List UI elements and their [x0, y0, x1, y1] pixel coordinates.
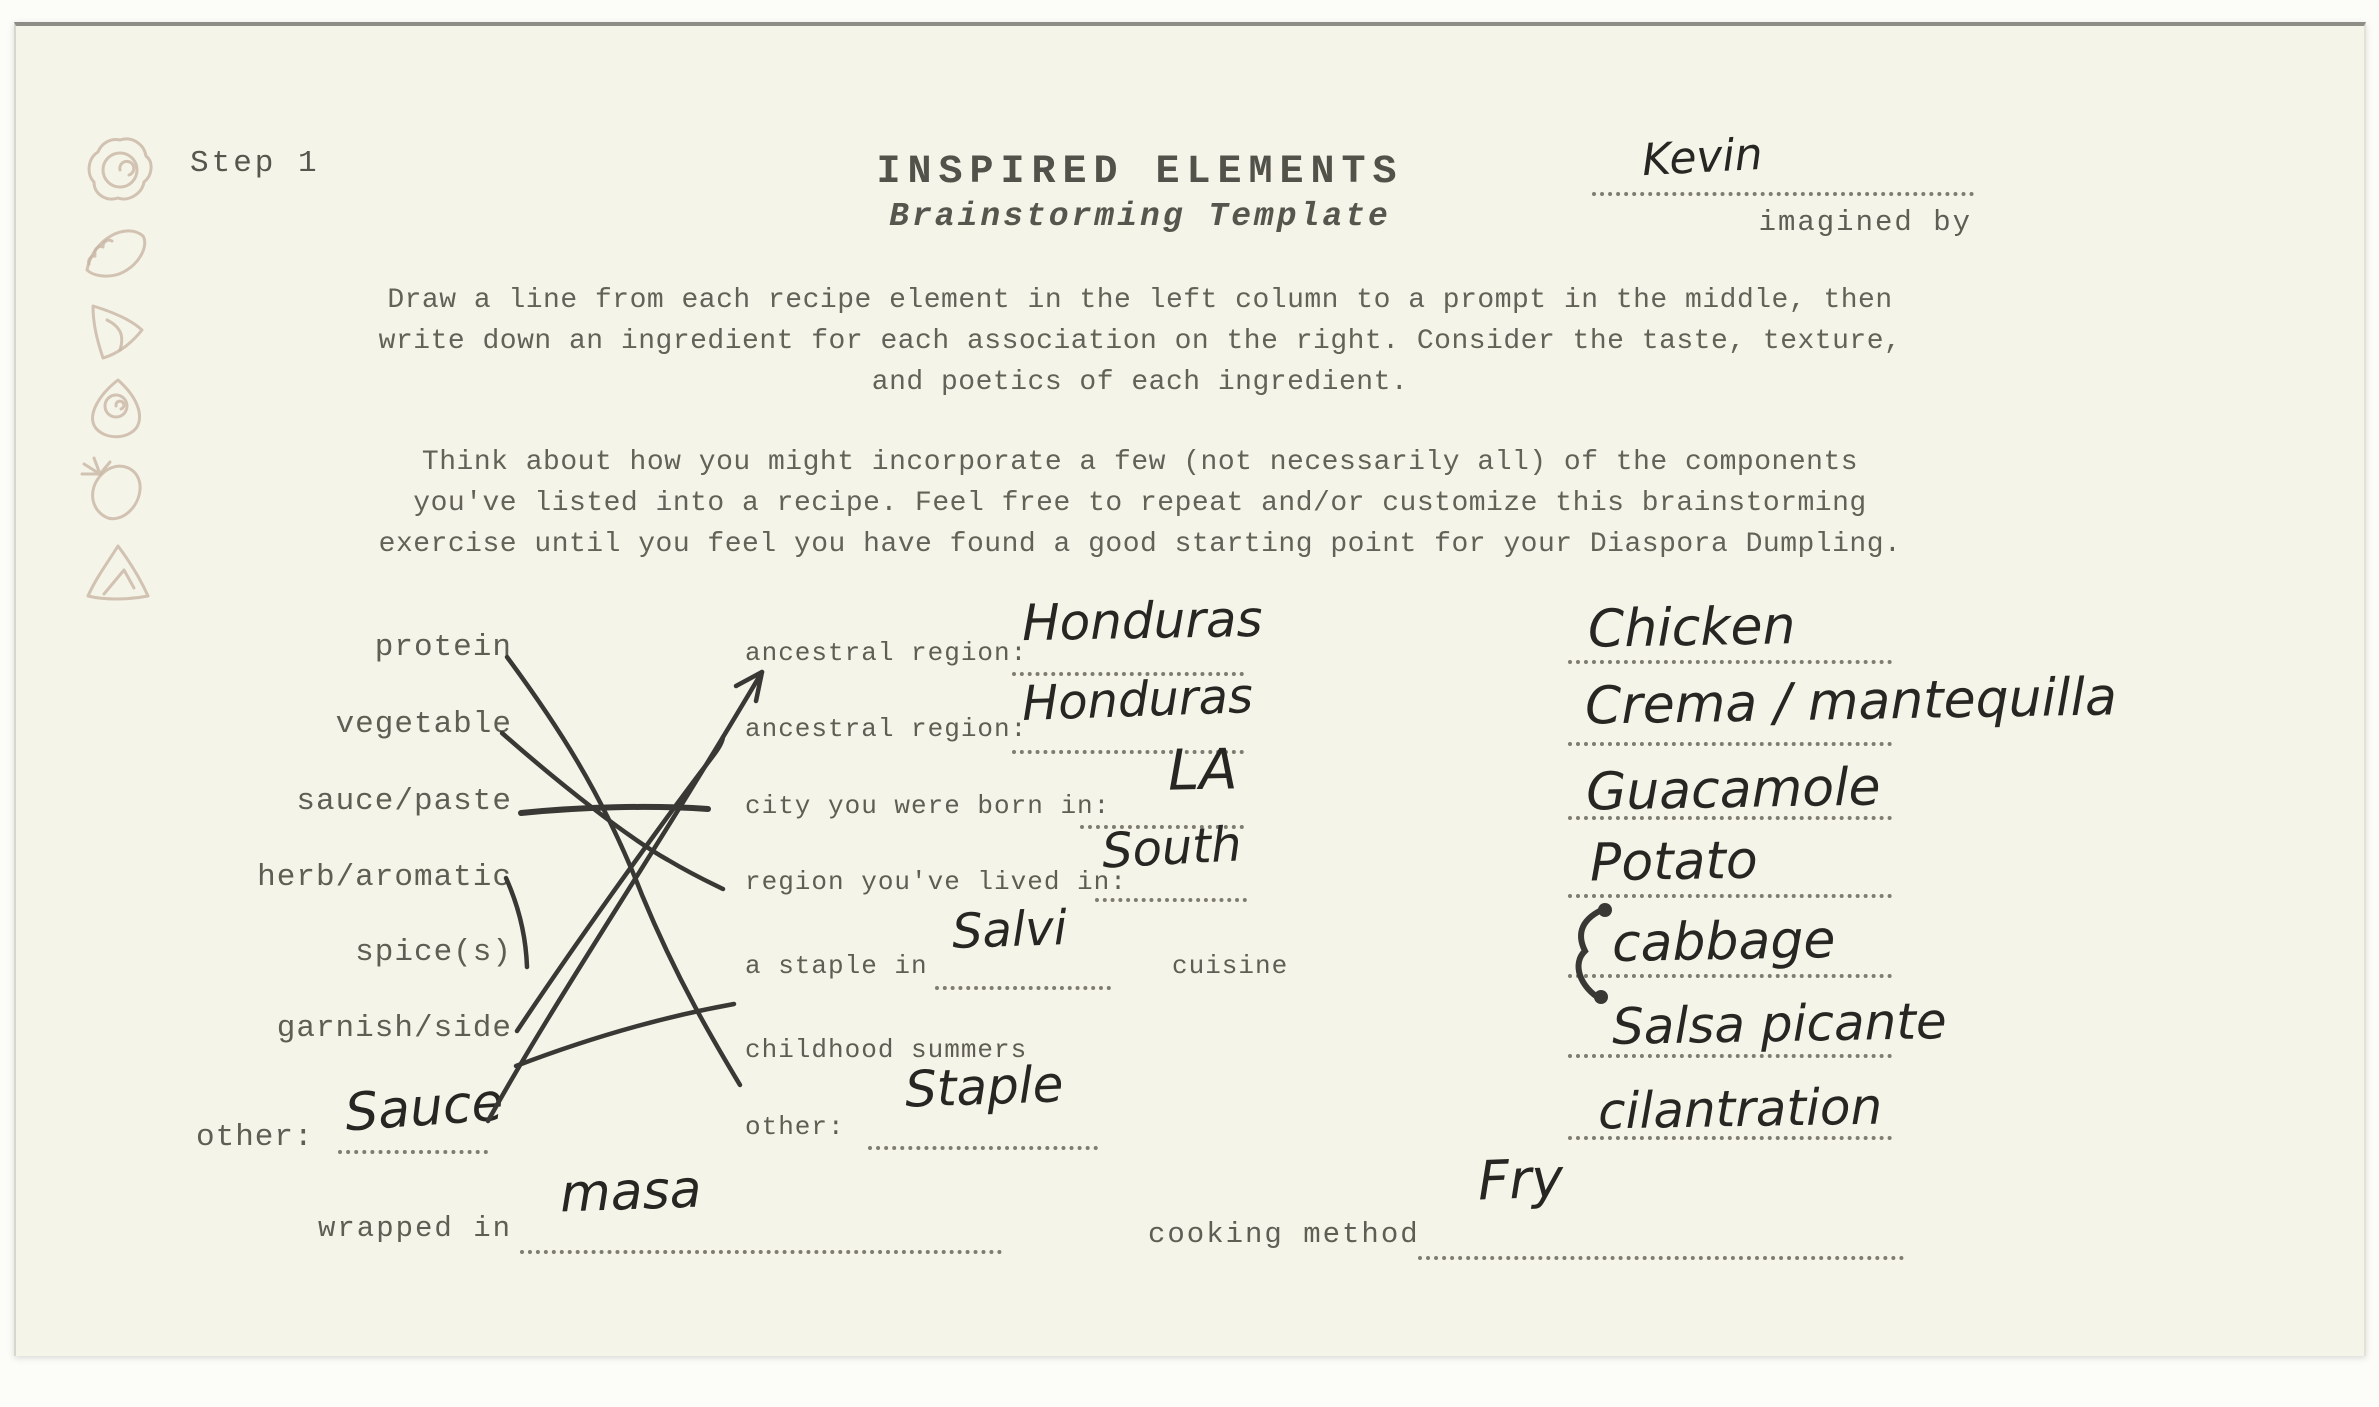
ingredient-6: Salsa picante: [1611, 992, 1948, 1056]
element-other-label: other:: [196, 1120, 314, 1155]
element-vegetable: vegetable: [335, 707, 512, 742]
step-label: Step 1: [190, 146, 320, 181]
cooking-method-value: Fry: [1476, 1146, 1565, 1213]
prompt-city-born: city you were born in:: [745, 791, 1111, 821]
instructions-paragraph-1: Draw a line from each recipe element in the left column to a prompt in the middle, then write down an ingredient for each association on the right. Consider the taste, texture, and poetics of each ingredient.: [378, 285, 1902, 398]
ingredient-1: Chicken: [1587, 596, 1796, 660]
wrapped-in-value: masa: [558, 1159, 703, 1225]
prompt-other-value: Staple: [904, 1055, 1065, 1119]
ingredient-3: Guacamole: [1585, 757, 1881, 823]
line-herb-stub: [506, 878, 527, 967]
ancestral-region-2-value: Honduras: [1021, 667, 1254, 733]
element-sauce-paste: sauce/paste: [296, 784, 512, 819]
region-lived-value: South: [1100, 816, 1243, 880]
cooking-method-label: cooking method: [1148, 1218, 1420, 1251]
city-born-value: LA: [1167, 737, 1239, 804]
prompt-staple-post: cuisine: [1172, 951, 1289, 981]
ingredient-4: Potato: [1589, 830, 1759, 894]
brace-dot-top: [1598, 903, 1612, 917]
line-protein-to-other: [507, 657, 740, 1085]
element-herb-aromatic: herb/aromatic: [257, 860, 512, 895]
ingredient-2: Crema / mantequilla: [1584, 667, 2118, 737]
prompt-ancestral-region-2: ancestral region:: [745, 714, 1028, 744]
prompt-childhood-summers: childhood summers: [745, 1035, 1028, 1065]
brace-dot-bottom: [1594, 990, 1608, 1004]
wrapped-in-label: wrapped in: [318, 1212, 513, 1245]
prompt-staple-pre: a staple in: [745, 951, 928, 981]
instructions-paragraph-2: Think about how you might incorporate a few (not necessarily all) of the components you've listed into a recipe. Feel free to repeat and/or customize this brainstorming exercise until you feel you have found a good starting point for your Diaspora Dumpling.: [378, 447, 1902, 560]
ingredient-7: cilantration: [1597, 1077, 1883, 1141]
imagined-by-value: Kevin: [1640, 128, 1764, 187]
prompt-ancestral-region-1: ancestral region:: [745, 638, 1028, 668]
staple-value: Salvi: [951, 900, 1068, 960]
ancestral-region-1-value: Honduras: [1021, 589, 1264, 653]
element-garnish-side: garnish/side: [276, 1011, 512, 1046]
ingredient-5: cabbage: [1611, 910, 1836, 974]
page-title: INSPIRED ELEMENTS: [876, 150, 1404, 195]
line-garnish-to-ancestral2: [517, 737, 723, 1031]
element-spices: spice(s): [355, 935, 512, 970]
prompt-region-lived: region you've lived in:: [745, 867, 1127, 897]
prompt-other-label: other:: [745, 1112, 845, 1142]
element-protein: protein: [374, 630, 512, 665]
imagined-by-label: imagined by: [1758, 206, 1972, 239]
page-subtitle: Brainstorming Template: [889, 198, 1391, 235]
element-other-value: Sauce: [343, 1072, 506, 1144]
brace-cabbage-salsa: [1579, 908, 1606, 1000]
